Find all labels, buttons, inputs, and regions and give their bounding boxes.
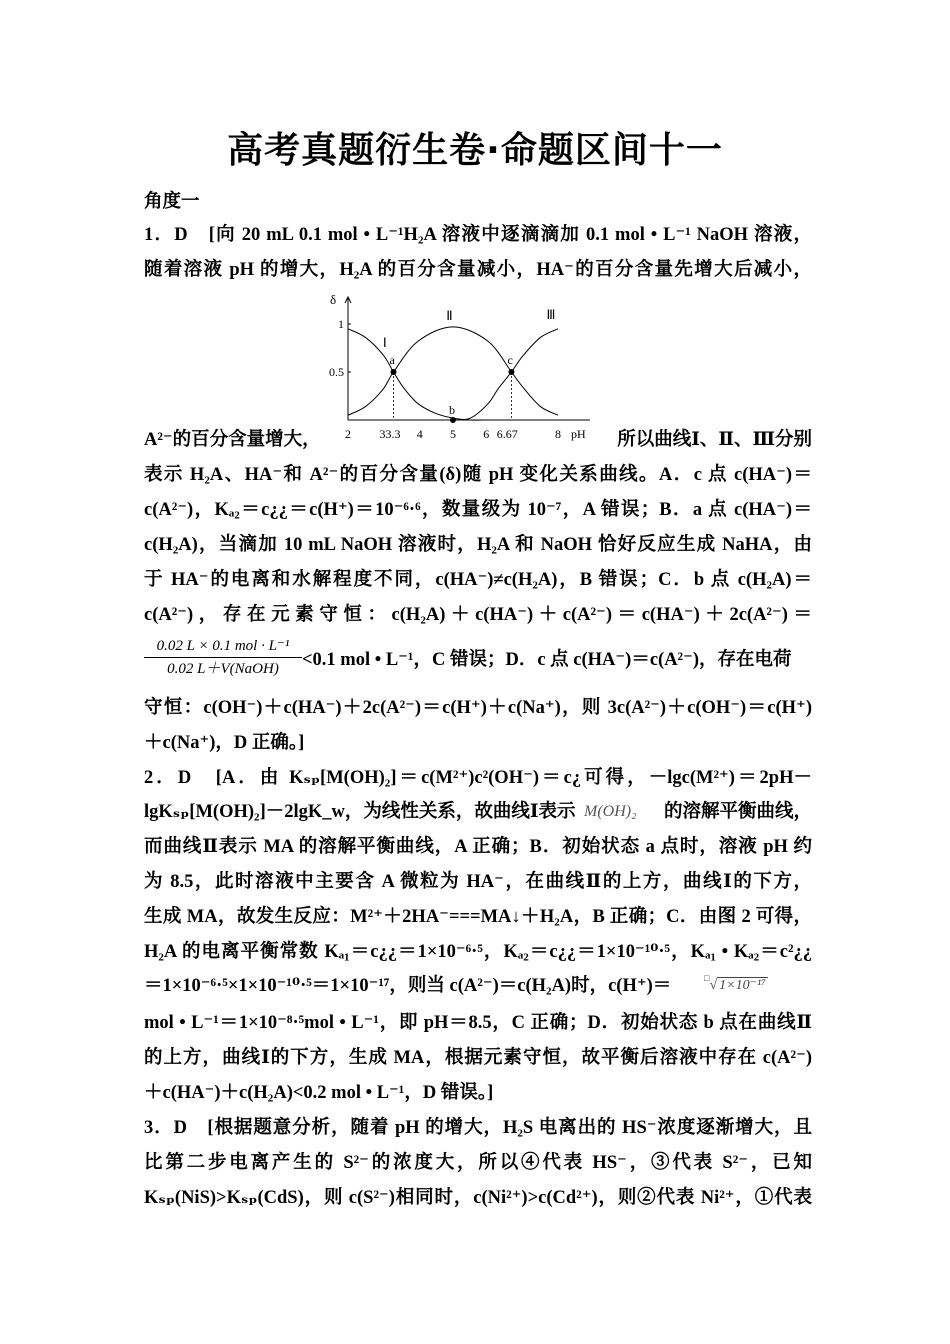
text-line: 为 8.5，此时溶液中主要含 A 微粒为 HA⁻，在曲线Ⅱ的上方，曲线Ⅰ的下方，: [144, 872, 812, 892]
y-tick-label: 1: [338, 317, 344, 331]
text-line: mol • L⁻¹＝1×10⁻⁸·⁵mol • L⁻¹，即 pH＝8.5，C 正确；D．初始状态 b 点在曲线Ⅱ: [144, 1013, 812, 1033]
y-tick-label: 0.5: [329, 365, 344, 379]
text-line: c(A²⁻)，Kₐ₂＝c¿¿＝c(H⁺)＝10⁻⁶·⁶，数量级为 10⁻⁷，A 错误；B．a 点 c(HA⁻)＝: [144, 500, 812, 520]
point-label: c: [507, 353, 513, 367]
series-line-3: [453, 329, 558, 420]
root-index: □: [704, 973, 710, 983]
text-line: H₂A 的电离平衡常数 Kₐ₁＝c¿¿＝1×10⁻⁶·⁵，Kₐ₂＝c¿¿＝1×10⁻¹⁰·⁵，Kₐ₁ • Kₐ₂＝c²¿¿: [144, 942, 812, 962]
fraction-denominator: 0.02 L＋V(NaOH): [167, 661, 279, 677]
chart: [318, 288, 598, 448]
text-line: 3．D [根据题意分析，随着 pH 的增大，H₂S 电离出的 HS⁻浓度逐渐增大，且: [144, 1118, 812, 1138]
text-line: 2．D [A．由 Kₛₚ[M(OH)₂]＝c(M²⁺)c²(OH⁻)＝c¿可得，－lgc(M²⁺)＝2pH－: [144, 768, 812, 788]
x-tick-label: 6.67: [496, 427, 518, 441]
x-tick-label: 33.3: [379, 427, 401, 441]
text-line: 于 HA⁻的电离和水解程度不同，c(HA⁻)≠c(H₂A)，B 错误；C．b 点 c(H₂A)＝: [144, 570, 812, 590]
section-heading: 角度一: [144, 192, 200, 212]
text-line: 而曲线Ⅱ表示 MA 的溶解平衡曲线，A 正确；B．初始状态 a 点时，溶液 pH 约: [144, 837, 812, 857]
x-tick-label: 5: [450, 427, 456, 441]
x-tick-label: 8: [555, 427, 561, 441]
y-axis-label: δ: [330, 292, 337, 307]
text-line: 的溶解平衡曲线，: [663, 802, 812, 822]
sqrt-expression: □√ 1×10⁻¹⁷: [704, 973, 767, 993]
text-line: ＝1×10⁻⁶·⁵×1×10⁻¹⁰·⁵＝1×10⁻¹⁷，则当 c(A²⁻)＝c(H₂A)时，c(H⁺)＝: [144, 976, 672, 996]
series-line-1: [348, 329, 488, 420]
fraction: [144, 636, 302, 679]
x-tick-label: 6: [483, 427, 490, 441]
text-line: ＋c(HA⁻)＋c(H₂A)<0.2 mol • L⁻¹，D 错误。]: [144, 1083, 494, 1103]
text-line: 1．D [向 20 mL 0.1 mol • L⁻¹H₂A 溶液中逐滴滴加 0.1 mol • L⁻¹ NaOH 溶液，: [144, 225, 812, 245]
m-oh-2-formula: M(OH)₂: [584, 803, 637, 820]
point-label: a: [389, 353, 395, 367]
text-line: c(H₂A)，当滴加 10 mL NaOH 溶液时，H₂A 和 NaOH 恰好反应生成 NaHA，由: [144, 535, 812, 555]
series-label: Ⅰ: [382, 335, 387, 351]
fraction-numerator: 0.02 L × 0.1 mol · L⁻¹: [156, 638, 290, 654]
text-line: 守恒：c(OH⁻)＋c(HA⁻)＋2c(A²⁻)＝c(H⁺)＋c(Na⁺)，则 3c(A²⁻)＋c(OH⁻)＝c(H⁺): [144, 698, 812, 718]
text-line: Kₛₚ(NiS)>Kₛₚ(CdS)，则 c(S²⁻)相同时，c(Ni²⁺)>c(Cd²⁺)，则②代表 Ni²⁺，①代表: [144, 1188, 812, 1208]
radicand: 1×10⁻¹⁷: [719, 978, 767, 993]
text-line: ＋c(Na⁺)，D 正确。]: [144, 733, 305, 753]
text-line: 随着溶液 pH 的增大，H₂A 的百分含量减小，HA⁻的百分含量先增大后减小，: [144, 260, 812, 280]
text-line: c(A²⁻)，存在元素守恒：c(H₂A)＋c(HA⁻)＋c(A²⁻)＝c(HA⁻)＋2c(A²⁻)＝: [144, 605, 812, 625]
series-label: Ⅱ: [446, 308, 453, 324]
text-line: 生成 MA，故发生反应：M²⁺＋2HA⁻===MA↓＋H₂A，B 正确；C．由图 2 可得，: [144, 907, 812, 927]
text-line: A²⁻的百分含量增大，: [144, 430, 321, 450]
text-line: 的上方，曲线Ⅰ的下方，生成 MA，根据元素守恒，故平衡后溶液中存在 c(A²⁻): [144, 1048, 812, 1068]
series-line-2: [348, 327, 558, 415]
data-point-b: [450, 417, 456, 423]
x-tick-label: 2: [345, 427, 351, 441]
page-title: 高考真题衍生卷·命题区间十一: [227, 130, 723, 171]
data-point-c: [508, 369, 514, 375]
x-tick-label: 4: [416, 427, 423, 441]
data-point-a: [391, 369, 397, 375]
x-axis-label: pH: [571, 427, 586, 441]
text-line: <0.1 mol • L⁻¹，C 错误；D．c 点 c(HA⁻)＝c(A²⁻)，存在电荷: [302, 650, 792, 670]
text-line: 所以曲线Ⅰ、Ⅱ、Ⅲ分别: [617, 430, 812, 450]
text-line: lgKₛₚ[M(OH)₂]－2lgK_w，为线性关系，故曲线Ⅰ表示: [144, 802, 576, 822]
text-line: 表示 H₂A、HA⁻和 A²⁻的百分含量(δ)随 pH 变化关系曲线。A．c 点 c(HA⁻)＝: [144, 465, 812, 485]
series-label: Ⅲ: [546, 307, 556, 323]
text-line: 比第二步电离产生的 S²⁻的浓度大，所以④代表 HS⁻，③代表 S²⁻，已知: [144, 1153, 812, 1173]
point-label: b: [449, 403, 455, 417]
